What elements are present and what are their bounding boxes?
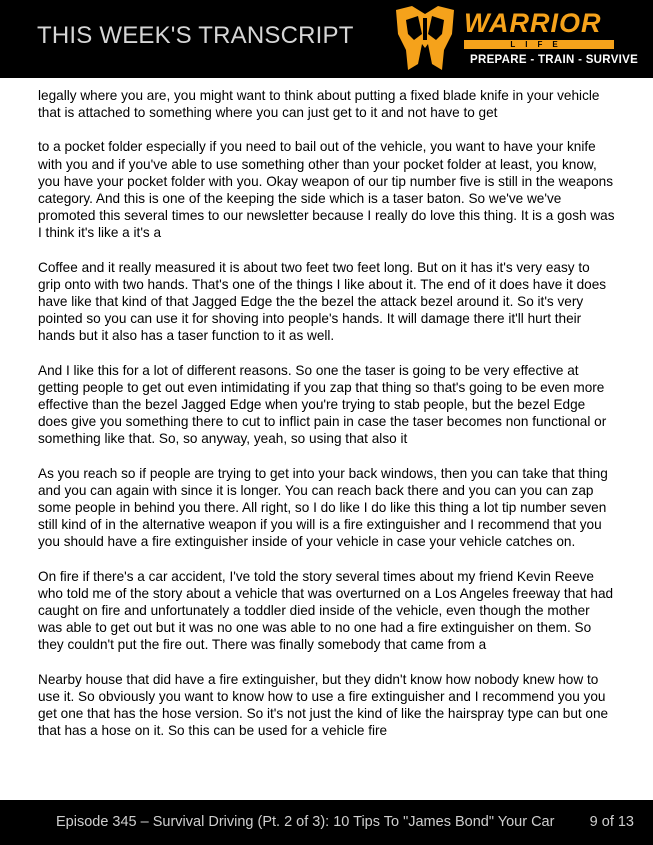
page-number: 9 of 13 — [589, 814, 634, 830]
transcript-paragraph: On fire if there's a car accident, I've told the story several times about my friend Kevin Reeve who told me of the story about a vehicle that was overturned on a Los Angeles freeway that had caught on fire and unfortunately a toddler died inside of the vehicle, even though the mother was able to get out but it was no one was able to no one had a fire extinguisher on them. So they couldn't put the fire out. There was finally somebody that came from a — [38, 568, 614, 653]
episode-title: Episode 345 – Survival Driving (Pt. 2 of 3): 10 Tips To "James Bond" Your Car — [56, 814, 555, 830]
transcript-paragraph: to a pocket folder especially if you need to bail out of the vehicle, you want to have your knife with you and if you've able to use something other than your pocket folder at least, you know, you have your pocket folder with you. Okay weapon of our tip number five is still in the weapons category. And this is one of the keeping the side which is a taser baton. So we've we've promoted this several times to our newsletter because I really do love this thing. It is a gosh was I think it's like a it's a — [38, 139, 615, 241]
page-footer — [0, 800, 653, 845]
logo-tagline: PREPARE - TRAIN - SURVIVE — [470, 54, 639, 66]
logo-sub: LIFE — [510, 40, 568, 49]
transcript-paragraph: Coffee and it really measured it is about two feet two feet long. But on it has it's very easy to grip onto with two hands. That's one of the things I like about it. The end of it does have it does have like that kind of that Jagged Edge the the bezel the attack bezel around it. So it's very pointed so you can use it for shoving into people's hands. It will damage there it'll hurt their hands but it also has a taser function to it as well. — [38, 259, 607, 344]
warrior-life-logo — [392, 4, 639, 74]
transcript-paragraph: As you reach so if people are trying to get into your back windows, then you can take that thing and you can again with since it is longer. You can reach back there and you can you can zap some people in behind you there. All right, so I do like I do like this thing a lot tip number seven still kind of in the alternative weapon if you will is a fire extinguisher and I recommend that you you should have a fire extinguisher inside of your vehicle in case your vehicle catches on. — [38, 465, 608, 550]
logo-sub-bar — [464, 40, 614, 49]
transcript-paragraph: Nearby house that did have a fire extinguisher, but they didn't know how nobody knew how to use it. So obviously you want to know how to use a fire extinguisher and I recommend you you get one that has the hose version. So it's not just the kind of like the hairspray type can but one that has a hose on it. So this can be used for a vehicle fire — [38, 671, 609, 739]
transcript-paragraph: legally where you are, you might want to think about putting a fixed blade knife in your vehicle that is attached to something where you can just get to it and not have to get — [38, 88, 600, 121]
transcript-body — [38, 87, 616, 757]
header-title: THIS WEEK'S TRANSCRIPT — [37, 22, 354, 49]
page-header — [0, 0, 653, 78]
logo-wordmark: WARRIOR — [464, 8, 602, 38]
helmet-icon — [392, 4, 458, 74]
transcript-paragraph: And I like this for a lot of different reasons. So one the taser is going to be very effective at getting people to get out even intimidating if you zap that thing so that's going to be even more effective than the bezel Jagged Edge when you're trying to stab people, but the bezel Edge does give you something there to cut to inflict pain in case the taser becomes non functional or something like that. So, so anyway, yeah, so using that also it — [38, 362, 607, 447]
